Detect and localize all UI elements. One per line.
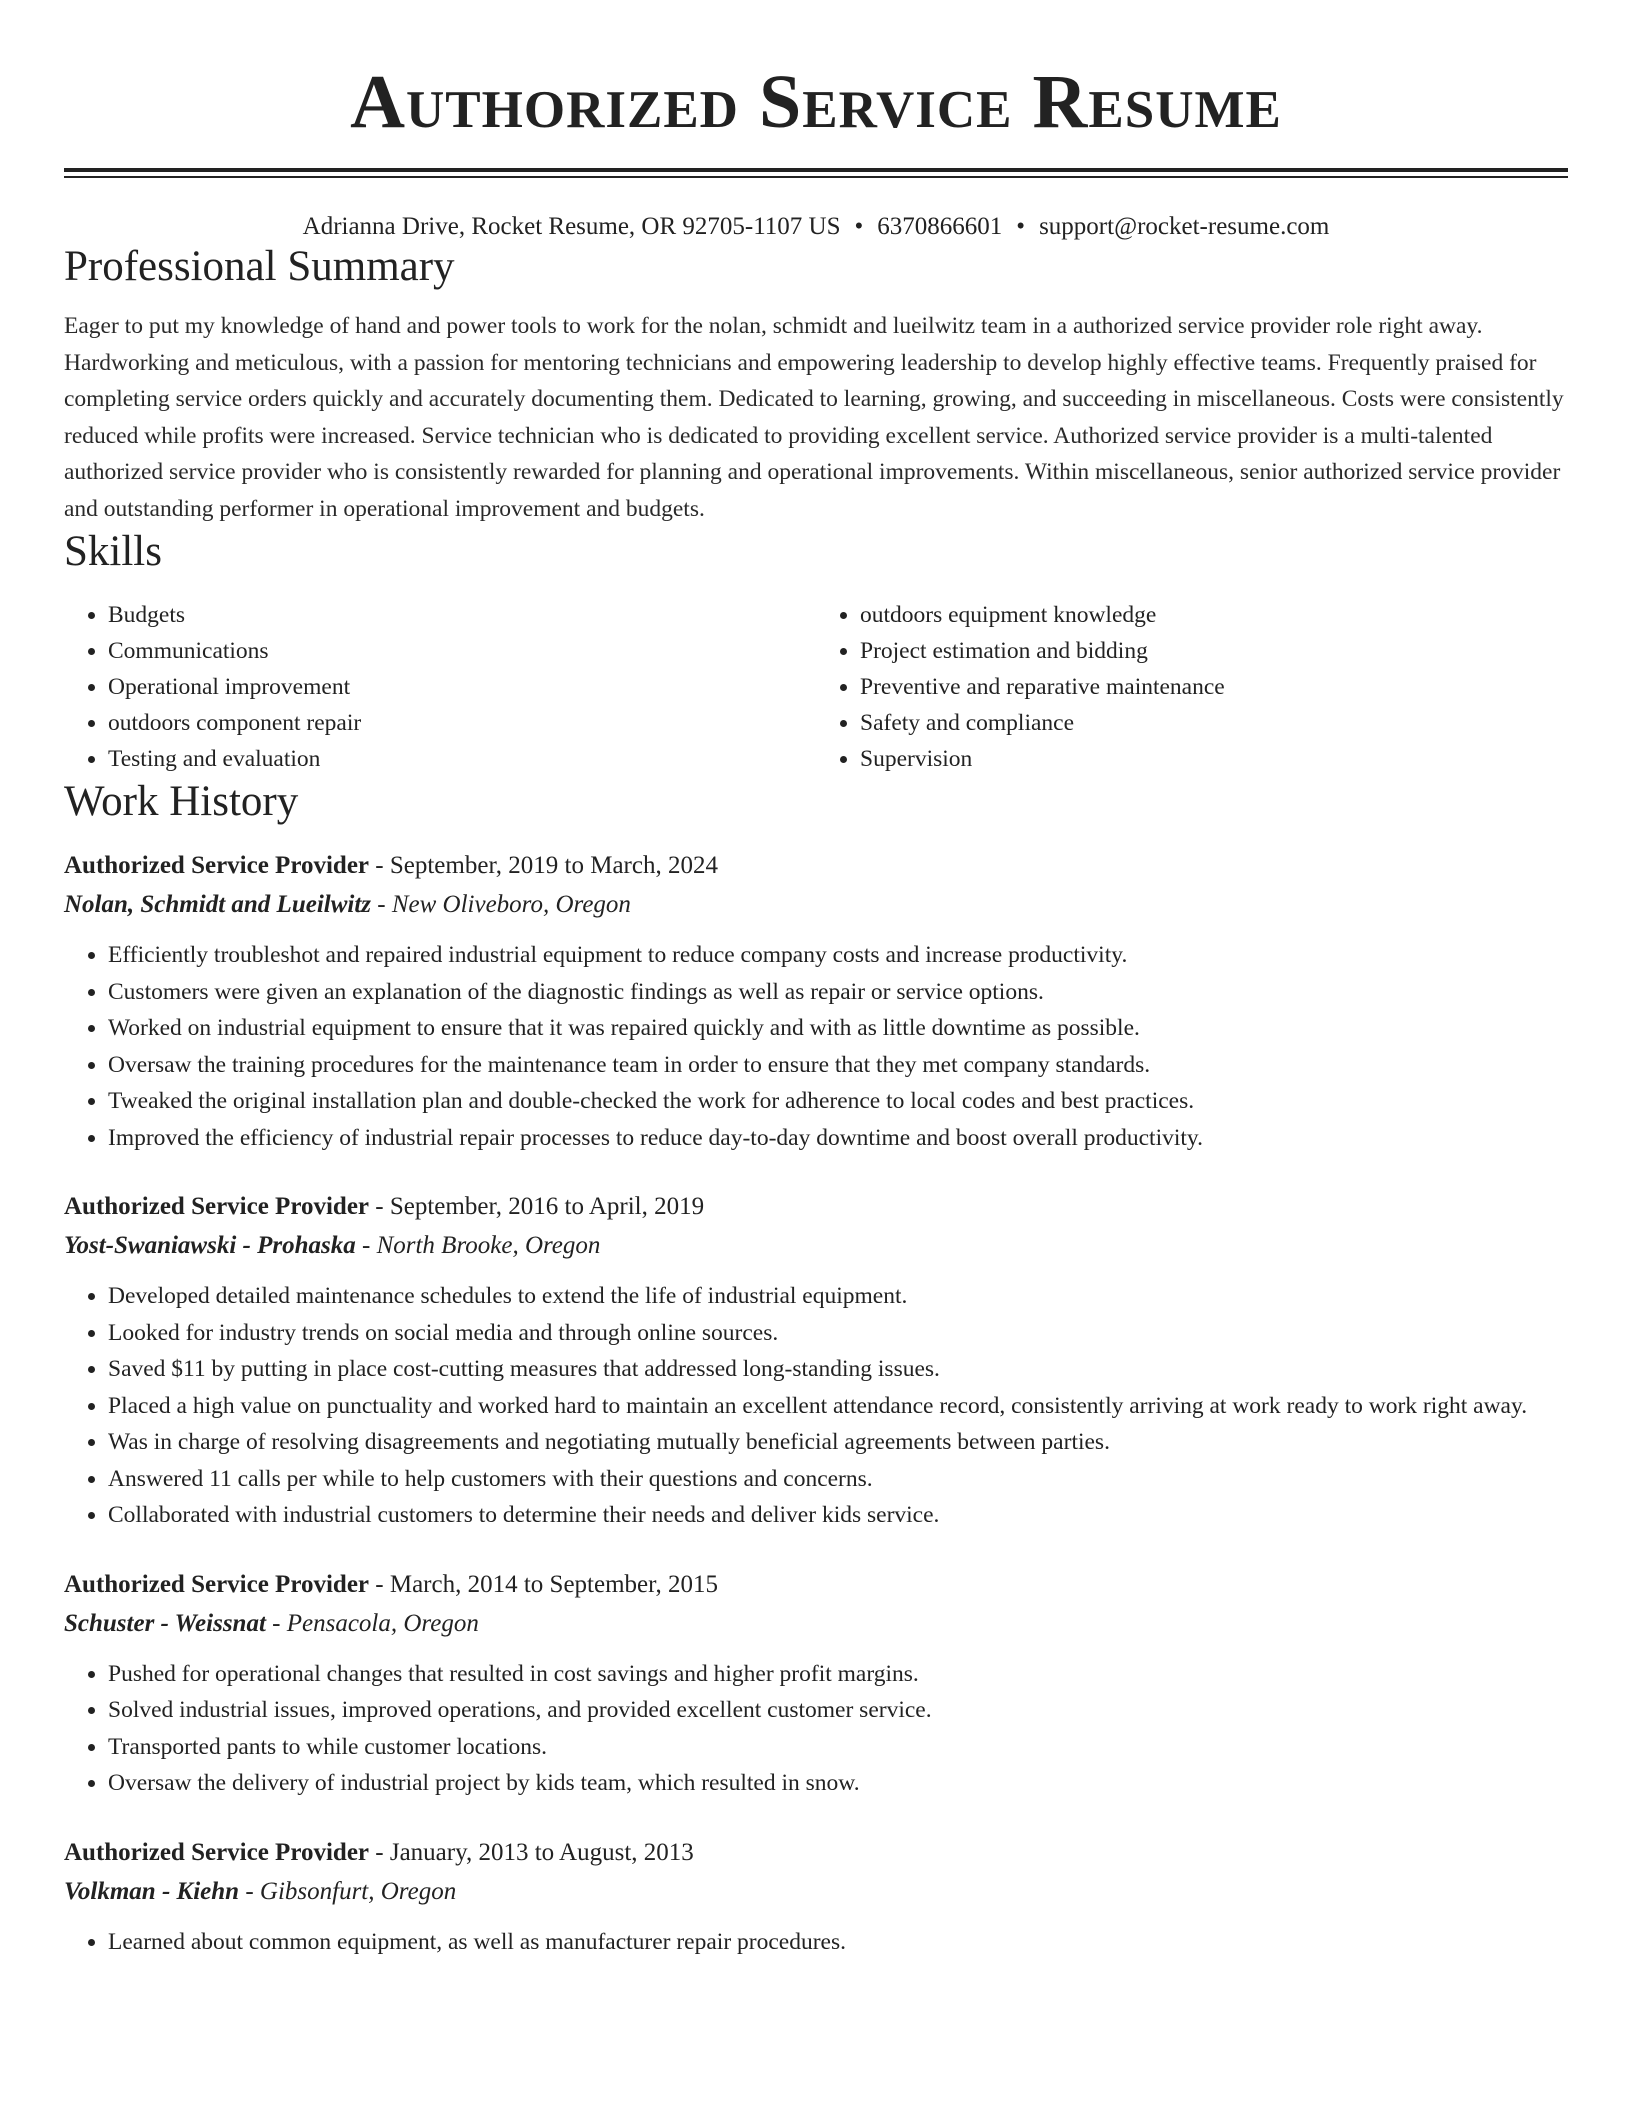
job-location: - Pensacola, Oregon [265,1609,479,1637]
job-company: Nolan, Schmidt and Lueilwitz [64,891,372,918]
job-title-line [64,1566,1568,1604]
summary-text: Eager to put my knowledge of hand and power tools to work for the nolan, schmidt and lueilwitz team in a authorized service provider role right away. Hardworking and meticulous, with a passion for mentoring technicians and empowering leadership to develop highly effective teams. Frequently praised for completing service orders quickly and accurately documenting them. Dedicated to learning, growing, and succeeding in miscellaneous. Costs were consistently reduced while profits were increased. Service technician who is dedicated to providing excellent service. Authorized service provider is a multi-talented authorized service provider who is consistently rewarded for planning and operational improvements. Within miscellaneous, senior authorized service provider and outstanding performer in operational improvement and budgets. [64,313,1564,522]
job-bullet: • Pushed for operational changes that resulted in cost savings and higher profit margins. [108,1656,1568,1693]
title-rule-thick [64,168,1568,172]
job-bullet: • Oversaw the delivery of industrial project by kids team, which resulted in snow. [108,1765,1568,1802]
skill-item: • Supervision [860,741,1568,777]
skill-item: • Project estimation and bidding [860,633,1568,669]
job-entry [64,1834,1568,1961]
skills-column-left [64,597,816,777]
job-bullets [64,1656,1568,1802]
skill-item: • outdoors equipment knowledge [860,597,1568,633]
job-bullet: • Efficiently troubleshot and repaired industrial equipment to reduce company costs and increase productivity. [108,937,1568,974]
job-bullet: • Developed detailed maintenance schedules to extend the life of industrial equipment. [108,1278,1568,1315]
job-bullet: • Looked for industry trends on social media and through online sources. [108,1315,1568,1352]
job-bullet: • Answered 11 calls per while to help customers with their questions and concerns. [108,1461,1568,1498]
job-dates: - September, 2016 to April, 2019 [369,1193,705,1220]
job-title-line [64,847,1568,885]
job-role: Authorized Service Provider [64,852,370,879]
job-bullets [64,1278,1568,1534]
job-bullet: • Customers were given an explanation of the diagnostic findings as well as repair or service options. [108,974,1568,1011]
job-company-line [64,1604,1568,1644]
job-bullet: • Placed a high value on punctuality and worked hard to maintain an excellent attendance record, consistently arriving at work ready to work right away. [108,1388,1568,1425]
job-bullets [64,937,1568,1156]
job-location: - New Oliveboro, Oregon [371,891,631,918]
job-dates: - January, 2013 to August, 2013 [369,1838,694,1866]
job-bullet: • Oversaw the training procedures for the maintenance team in order to ensure that they met company standards. [108,1047,1568,1084]
job-title-line [64,1834,1568,1872]
job-title-line [64,1188,1568,1226]
skill-item: • outdoors component repair [108,705,816,741]
job-entry [64,847,1568,1156]
job-company-line [64,885,1568,925]
resume-title: Authorized Service Resume [350,60,1282,144]
skill-item: • Testing and evaluation [108,741,816,777]
title-rule-thin [64,176,1568,178]
job-role: Authorized Service Provider [64,1570,370,1598]
job-dates: - September, 2019 to March, 2024 [369,852,718,879]
job-company: Volkman - Kiehn [64,1877,240,1905]
job-bullet: • Collaborated with industrial customers to determine their needs and deliver kids service. [108,1497,1568,1534]
job-bullet: • Solved industrial issues, improved operations, and provided excellent customer service. [108,1692,1568,1729]
job-company: Yost-Swaniawski - Prohaska [64,1232,356,1259]
job-bullet: • Learned about common equipment, as well as manufacturer repair procedures. [108,1924,1568,1961]
job-entry [64,1566,1568,1802]
job-role: Authorized Service Provider [64,1193,370,1220]
skill-item: • Safety and compliance [860,705,1568,741]
job-bullet: • Was in charge of resolving disagreements and negotiating mutually beneficial agreements between parties. [108,1424,1568,1461]
summary-heading: Professional Summary [64,243,455,290]
contact-separator: • [854,213,864,240]
job-bullet: • Worked on industrial equipment to ensure that it was repaired quickly and with as little downtime as possible. [108,1010,1568,1047]
job-bullet: • Improved the efficiency of industrial repair processes to reduce day-to-day downtime and boost overall productivity. [108,1120,1568,1157]
job-entry [64,1188,1568,1534]
contact-email: support@rocket-resume.com [1039,213,1330,240]
contact-separator: • [1016,213,1026,240]
skills-heading: Skills [64,528,162,575]
skills-list [64,597,1568,777]
contact-address: Adrianna Drive, Rocket Resume, OR 92705-1107 US [302,213,841,240]
contact-line [64,212,1568,242]
contact-phone: 6370866601 [877,213,1003,240]
job-bullet: • Saved $11 by putting in place cost-cutting measures that addressed long-standing issues. [108,1351,1568,1388]
job-location: - Gibsonfurt, Oregon [239,1877,457,1905]
skill-item: • Budgets [108,597,816,633]
job-company-line [64,1872,1568,1912]
skills-column-right [816,597,1568,777]
skill-item: • Operational improvement [108,669,816,705]
job-role: Authorized Service Provider [64,1838,370,1866]
work-history-heading: Work History [64,778,299,825]
job-bullet: • Transported pants to while customer locations. [108,1729,1568,1766]
job-company: Schuster - Weissnat [64,1609,266,1637]
job-bullets [64,1924,1568,1961]
resume-page [64,0,1568,1960]
job-dates: - March, 2014 to September, 2015 [369,1570,718,1598]
skill-item: • Communications [108,633,816,669]
job-company-line [64,1226,1568,1266]
job-location: - North Brooke, Oregon [355,1232,601,1259]
job-bullet: • Tweaked the original installation plan and double-checked the work for adherence to local codes and best practices. [108,1083,1568,1120]
skill-item: • Preventive and reparative maintenance [860,669,1568,705]
